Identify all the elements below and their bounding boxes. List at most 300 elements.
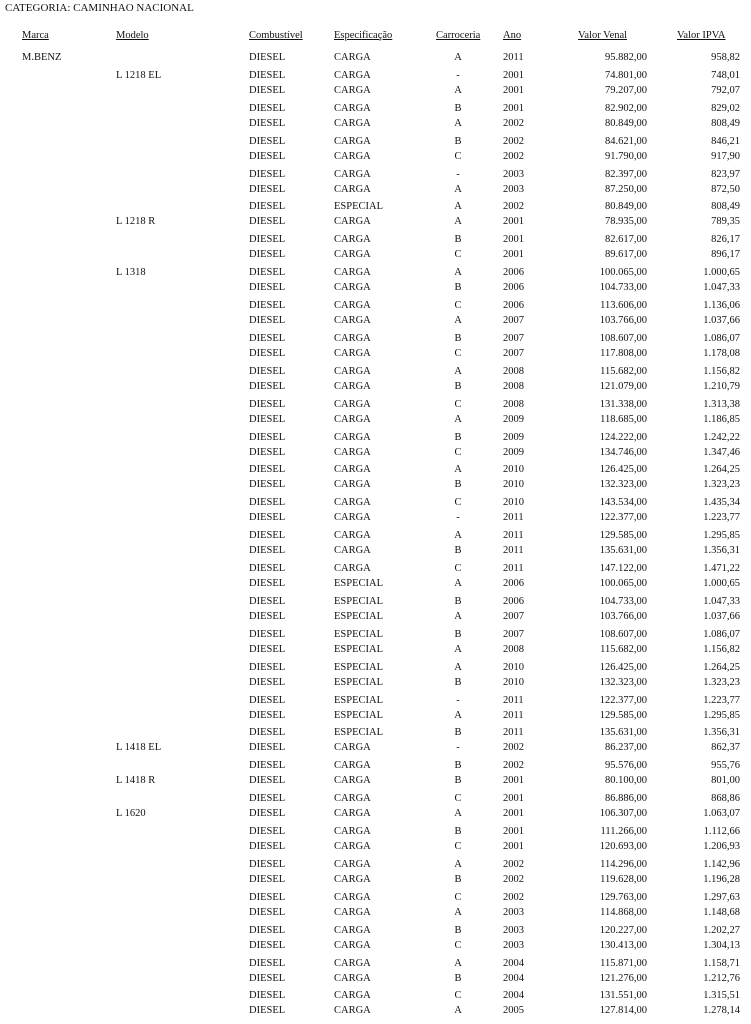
- cell-ano: 2006: [503, 595, 524, 607]
- cell-carroceria: -: [456, 512, 460, 524]
- cell-especificacao: CARGA: [334, 117, 371, 129]
- cell-ano: 2003: [503, 924, 524, 936]
- cell-ano: 2006: [503, 578, 524, 589]
- column-header-carroceria: Carroceria: [436, 30, 481, 41]
- cell-ano: 2001: [503, 775, 524, 787]
- cell-valor-venal: 82.902,00: [605, 102, 647, 114]
- cell-ano: 2010: [503, 464, 524, 476]
- cell-ano: 2011: [503, 512, 524, 524]
- table-row: [0, 149, 751, 165]
- cell-especificacao: CARGA: [334, 216, 371, 228]
- cell-ano: 2002: [503, 760, 524, 772]
- cell-valor-venal: 95.882,00: [605, 52, 647, 63]
- cell-carroceria: -: [456, 69, 460, 81]
- cell-valor-venal: 132.323,00: [599, 479, 647, 491]
- cell-especificacao: CARGA: [334, 545, 371, 557]
- cell-valor-venal: 119.628,00: [600, 873, 647, 885]
- cell-combustivel: DIESEL: [249, 628, 286, 640]
- cell-modelo: L 1418 R: [116, 775, 156, 787]
- cell-combustivel: DIESEL: [249, 69, 286, 81]
- cell-combustivel: DIESEL: [249, 578, 286, 589]
- cell-combustivel: DIESEL: [249, 694, 286, 706]
- cell-ano: 2011: [503, 694, 524, 706]
- cell-combustivel: DIESEL: [249, 563, 286, 575]
- cell-ano: 2001: [503, 808, 524, 820]
- cell-ano: 2001: [503, 216, 524, 228]
- cell-combustivel: DIESEL: [249, 924, 286, 936]
- cell-especificacao: CARGA: [334, 183, 371, 195]
- cell-especificacao: CARGA: [334, 464, 371, 476]
- column-header-valor-venal: Valor Venal: [578, 30, 628, 41]
- cell-carroceria: A: [454, 610, 462, 622]
- cell-valor-ipva: 1.156,82: [703, 365, 740, 377]
- cell-ano: 2009: [503, 446, 524, 458]
- cell-especificacao: CARGA: [334, 873, 371, 885]
- table-row: [0, 921, 751, 937]
- cell-carroceria: C: [454, 249, 462, 261]
- cell-carroceria: C: [454, 990, 462, 1002]
- table-row: [0, 708, 751, 724]
- cell-valor-ipva: 1.156,82: [703, 643, 740, 655]
- cell-especificacao: CARGA: [334, 742, 371, 754]
- table-row: [0, 99, 751, 115]
- cell-valor-venal: 117.808,00: [600, 347, 647, 359]
- cell-valor-ipva: 1.356,31: [703, 727, 740, 739]
- cell-combustivel: DIESEL: [249, 413, 286, 425]
- cell-carroceria: B: [454, 760, 462, 772]
- cell-especificacao: ESPECIAL: [334, 643, 384, 655]
- cell-valor-venal: 78.935,00: [605, 216, 647, 228]
- cell-valor-venal: 121.276,00: [599, 972, 647, 984]
- cell-combustivel: DIESEL: [249, 939, 286, 951]
- cell-carroceria: A: [454, 464, 462, 476]
- cell-valor-venal: 126.425,00: [599, 464, 647, 476]
- cell-carroceria: C: [454, 793, 462, 805]
- cell-combustivel: DIESEL: [249, 858, 286, 870]
- cell-carroceria: C: [454, 891, 462, 903]
- cell-ano: 2006: [503, 300, 524, 312]
- cell-ano: 2010: [503, 497, 524, 509]
- table-row: [0, 658, 751, 674]
- cell-combustivel: DIESEL: [249, 234, 286, 246]
- cell-especificacao: CARGA: [334, 924, 371, 936]
- cell-especificacao: ESPECIAL: [334, 661, 384, 673]
- cell-carroceria: B: [454, 282, 462, 294]
- cell-valor-venal: 115.682,00: [600, 365, 647, 377]
- cell-carroceria: B: [454, 545, 462, 557]
- cell-valor-ipva: 1.178,08: [703, 347, 740, 359]
- cell-especificacao: CARGA: [334, 497, 371, 509]
- cell-carroceria: A: [454, 315, 462, 326]
- table-row: [0, 625, 751, 641]
- cell-combustivel: DIESEL: [249, 610, 286, 622]
- table-row: [0, 823, 751, 839]
- table-row: [0, 198, 751, 214]
- cell-ano: 2005: [503, 1005, 524, 1017]
- cell-combustivel: DIESEL: [249, 201, 286, 213]
- cell-combustivel: DIESEL: [249, 709, 286, 721]
- table-row: [0, 346, 751, 362]
- cell-carroceria: C: [454, 939, 462, 951]
- cell-ano: 2008: [503, 643, 524, 655]
- table-row: [0, 494, 751, 510]
- cell-combustivel: DIESEL: [249, 315, 286, 326]
- cell-combustivel: DIESEL: [249, 826, 286, 838]
- cell-carroceria: A: [454, 84, 462, 96]
- cell-combustivel: DIESEL: [249, 267, 286, 279]
- cell-combustivel: DIESEL: [249, 873, 286, 885]
- cell-ano: 2002: [503, 201, 524, 213]
- cell-ano: 2008: [503, 398, 524, 410]
- cell-especificacao: CARGA: [334, 760, 371, 772]
- cell-valor-ipva: 1.196,28: [703, 873, 740, 885]
- column-header-combustivel: Combustível: [249, 30, 303, 41]
- table-row: [0, 182, 751, 198]
- cell-valor-venal: 131.551,00: [599, 990, 647, 1002]
- cell-valor-ipva: 808,49: [711, 201, 740, 213]
- cell-combustivel: DIESEL: [249, 742, 286, 754]
- cell-combustivel: DIESEL: [249, 760, 286, 772]
- cell-modelo: L 1218 EL: [116, 69, 162, 81]
- table-row: [0, 642, 751, 658]
- cell-especificacao: CARGA: [334, 512, 371, 524]
- cell-combustivel: DIESEL: [249, 957, 286, 969]
- cell-ano: 2002: [503, 873, 524, 885]
- cell-valor-venal: 104.733,00: [599, 282, 647, 294]
- cell-especificacao: CARGA: [334, 282, 371, 294]
- cell-combustivel: DIESEL: [249, 727, 286, 739]
- cell-valor-venal: 80.849,00: [605, 201, 647, 213]
- cell-valor-ipva: 1.435,34: [703, 497, 740, 509]
- cell-carroceria: A: [454, 578, 462, 589]
- cell-valor-ipva: 1.206,93: [703, 841, 740, 852]
- cell-ano: 2008: [503, 365, 524, 377]
- cell-ano: 2003: [503, 939, 524, 951]
- column-header-marca: Marca: [22, 30, 49, 41]
- cell-ano: 2001: [503, 102, 524, 114]
- cell-carroceria: A: [454, 1005, 462, 1017]
- cell-valor-ipva: 1.037,66: [703, 315, 740, 326]
- cell-especificacao: CARGA: [334, 52, 371, 63]
- cell-especificacao: ESPECIAL: [334, 727, 384, 739]
- cell-combustivel: DIESEL: [249, 332, 286, 344]
- cell-valor-venal: 86.886,00: [605, 793, 647, 805]
- cell-carroceria: B: [454, 431, 462, 443]
- cell-ano: 2008: [503, 380, 524, 392]
- cell-valor-ipva: 1.278,14: [703, 1005, 740, 1017]
- cell-valor-venal: 86.237,00: [605, 742, 647, 754]
- cell-valor-ipva: 1.112,66: [703, 826, 740, 838]
- table-row: [0, 264, 751, 280]
- cell-especificacao: CARGA: [334, 957, 371, 969]
- cell-valor-venal: 95.576,00: [605, 760, 647, 772]
- cell-valor-ipva: 1.063,07: [703, 808, 740, 820]
- cell-valor-ipva: 1.323,23: [703, 676, 740, 688]
- cell-combustivel: DIESEL: [249, 775, 286, 787]
- cell-valor-ipva: 826,17: [711, 234, 740, 246]
- column-header-especificacao: Especificação: [334, 30, 393, 41]
- cell-carroceria: C: [454, 398, 462, 410]
- cell-ano: 2010: [503, 479, 524, 491]
- cell-valor-ipva: 1.212,76: [703, 972, 740, 984]
- cell-ano: 2010: [503, 676, 524, 688]
- cell-valor-ipva: 1.295,85: [703, 709, 740, 721]
- cell-combustivel: DIESEL: [249, 497, 286, 509]
- cell-ano: 2011: [503, 563, 524, 575]
- cell-combustivel: DIESEL: [249, 398, 286, 410]
- cell-valor-venal: 129.585,00: [599, 530, 647, 542]
- cell-especificacao: CARGA: [334, 990, 371, 1002]
- cell-valor-ipva: 801,00: [711, 775, 740, 787]
- cell-valor-ipva: 1.295,85: [703, 530, 740, 542]
- table-row: [0, 379, 751, 395]
- cell-valor-ipva: 1.242,22: [703, 431, 740, 443]
- cell-ano: 2003: [503, 906, 524, 918]
- cell-especificacao: ESPECIAL: [334, 694, 384, 706]
- cell-ano: 2001: [503, 69, 524, 81]
- cell-combustivel: DIESEL: [249, 347, 286, 359]
- cell-especificacao: CARGA: [334, 939, 371, 951]
- cell-carroceria: C: [454, 300, 462, 312]
- cell-valor-venal: 129.585,00: [599, 709, 647, 721]
- cell-valor-ipva: 1.347,46: [703, 446, 740, 458]
- cell-valor-venal: 122.377,00: [599, 694, 647, 706]
- cell-especificacao: CARGA: [334, 267, 371, 279]
- cell-combustivel: DIESEL: [249, 52, 286, 63]
- cell-valor-venal: 100.065,00: [599, 267, 647, 279]
- cell-combustivel: DIESEL: [249, 135, 286, 147]
- cell-valor-ipva: 1.186,85: [703, 413, 740, 425]
- table-row: [0, 543, 751, 559]
- cell-ano: 2007: [503, 315, 524, 326]
- cell-valor-ipva: 1.047,33: [703, 282, 740, 294]
- cell-especificacao: CARGA: [334, 775, 371, 787]
- cell-carroceria: A: [454, 267, 462, 279]
- cell-especificacao: ESPECIAL: [334, 595, 384, 607]
- table-row: [0, 83, 751, 99]
- cell-valor-venal: 114.296,00: [600, 858, 647, 870]
- table-row: [0, 576, 751, 592]
- table-row: [0, 313, 751, 329]
- cell-especificacao: CARGA: [334, 841, 371, 852]
- cell-valor-ipva: 1.223,77: [703, 694, 740, 706]
- cell-valor-ipva: 1.264,25: [703, 464, 740, 476]
- cell-combustivel: DIESEL: [249, 249, 286, 261]
- cell-valor-venal: 114.868,00: [600, 906, 647, 918]
- cell-combustivel: DIESEL: [249, 808, 286, 820]
- cell-carroceria: -: [456, 694, 460, 706]
- cell-valor-ipva: 1.304,13: [703, 939, 740, 951]
- cell-valor-venal: 131.338,00: [599, 398, 647, 410]
- cell-carroceria: A: [454, 661, 462, 673]
- cell-combustivel: DIESEL: [249, 150, 286, 162]
- cell-combustivel: DIESEL: [249, 972, 286, 984]
- cell-especificacao: CARGA: [334, 332, 371, 344]
- cell-valor-venal: 132.323,00: [599, 676, 647, 688]
- cell-valor-ipva: 958,82: [711, 52, 740, 63]
- cell-valor-venal: 147.122,00: [599, 563, 647, 575]
- cell-especificacao: CARGA: [334, 972, 371, 984]
- table-row: [0, 165, 751, 181]
- cell-ano: 2002: [503, 742, 524, 754]
- table-row: [0, 592, 751, 608]
- cell-combustivel: DIESEL: [249, 891, 286, 903]
- cell-especificacao: CARGA: [334, 808, 371, 820]
- table-row: [0, 214, 751, 230]
- cell-carroceria: C: [454, 497, 462, 509]
- cell-modelo: L 1218 R: [116, 216, 156, 228]
- cell-ano: 2009: [503, 413, 524, 425]
- cell-modelo: L 1318: [116, 267, 146, 279]
- cell-especificacao: CARGA: [334, 249, 371, 261]
- table-row: [0, 954, 751, 970]
- cell-ano: 2007: [503, 347, 524, 359]
- cell-especificacao: CARGA: [334, 413, 371, 425]
- cell-combustivel: DIESEL: [249, 906, 286, 918]
- cell-valor-venal: 106.307,00: [599, 808, 647, 820]
- table-row: [0, 66, 751, 82]
- cell-carroceria: A: [454, 413, 462, 425]
- cell-carroceria: B: [454, 924, 462, 936]
- cell-especificacao: CARGA: [334, 446, 371, 458]
- cell-carroceria: A: [454, 183, 462, 195]
- cell-carroceria: B: [454, 727, 462, 739]
- cell-valor-ipva: 1.315,51: [703, 990, 740, 1002]
- table-row: [0, 675, 751, 691]
- cell-especificacao: CARGA: [334, 84, 371, 96]
- cell-ano: 2002: [503, 858, 524, 870]
- table-row: [0, 691, 751, 707]
- cell-carroceria: A: [454, 201, 462, 213]
- cell-valor-venal: 89.617,00: [605, 249, 647, 261]
- cell-carroceria: B: [454, 332, 462, 344]
- cell-valor-venal: 134.746,00: [599, 446, 647, 458]
- cell-ano: 2007: [503, 332, 524, 344]
- cell-ano: 2001: [503, 793, 524, 805]
- table-row: [0, 987, 751, 1003]
- cell-valor-ipva: 1.202,27: [703, 924, 740, 936]
- cell-combustivel: DIESEL: [249, 512, 286, 524]
- cell-ano: 2001: [503, 826, 524, 838]
- cell-combustivel: DIESEL: [249, 464, 286, 476]
- table-body: [0, 50, 751, 1020]
- cell-valor-ipva: 1.356,31: [703, 545, 740, 557]
- table-row: [0, 888, 751, 904]
- cell-combustivel: DIESEL: [249, 793, 286, 805]
- table-row: [0, 971, 751, 987]
- cell-valor-venal: 84.621,00: [605, 135, 647, 147]
- cell-valor-ipva: 1.000,65: [703, 267, 740, 279]
- cell-valor-ipva: 1.264,25: [703, 661, 740, 673]
- table-row: [0, 461, 751, 477]
- cell-valor-ipva: 789,35: [711, 216, 740, 228]
- cell-ano: 2011: [503, 709, 524, 721]
- cell-valor-venal: 103.766,00: [599, 610, 647, 622]
- column-header-ano: Ano: [503, 30, 522, 41]
- cell-especificacao: ESPECIAL: [334, 201, 384, 213]
- cell-valor-venal: 124.222,00: [599, 431, 647, 443]
- cell-ano: 2011: [503, 545, 524, 557]
- cell-combustivel: DIESEL: [249, 643, 286, 655]
- table-row: [0, 855, 751, 871]
- cell-valor-ipva: 1.086,07: [703, 332, 740, 344]
- cell-valor-venal: 115.871,00: [600, 957, 647, 969]
- cell-ano: 2006: [503, 267, 524, 279]
- cell-especificacao: ESPECIAL: [334, 709, 384, 721]
- cell-carroceria: B: [454, 135, 462, 147]
- cell-combustivel: DIESEL: [249, 990, 286, 1002]
- cell-valor-ipva: 1.158,71: [703, 957, 740, 969]
- cell-combustivel: DIESEL: [249, 216, 286, 228]
- cell-carroceria: B: [454, 234, 462, 246]
- cell-especificacao: CARGA: [334, 479, 371, 491]
- cell-ano: 2002: [503, 891, 524, 903]
- cell-valor-ipva: 1.313,38: [703, 398, 740, 410]
- table-row: [0, 806, 751, 822]
- table-row: [0, 231, 751, 247]
- cell-ano: 2011: [503, 52, 524, 63]
- cell-combustivel: DIESEL: [249, 545, 286, 557]
- cell-combustivel: DIESEL: [249, 1005, 286, 1017]
- table-row: [0, 297, 751, 313]
- cell-especificacao: CARGA: [334, 69, 371, 81]
- table-row: [0, 445, 751, 461]
- table-row: [0, 132, 751, 148]
- cell-especificacao: CARGA: [334, 315, 371, 326]
- cell-valor-venal: 126.425,00: [599, 661, 647, 673]
- cell-ano: 2007: [503, 610, 524, 622]
- cell-especificacao: CARGA: [334, 398, 371, 410]
- cell-ano: 2011: [503, 530, 524, 542]
- cell-valor-ipva: 868,86: [711, 793, 740, 805]
- table-row: [0, 428, 751, 444]
- cell-especificacao: CARGA: [334, 891, 371, 903]
- cell-valor-venal: 122.377,00: [599, 512, 647, 524]
- cell-carroceria: B: [454, 628, 462, 640]
- cell-valor-ipva: 1.471,22: [703, 563, 740, 575]
- cell-especificacao: CARGA: [334, 380, 371, 392]
- cell-valor-ipva: 862,37: [711, 742, 740, 754]
- cell-especificacao: CARGA: [334, 135, 371, 147]
- table-row: [0, 510, 751, 526]
- cell-valor-ipva: 1.210,79: [703, 380, 740, 392]
- cell-carroceria: B: [454, 775, 462, 787]
- cell-carroceria: A: [454, 709, 462, 721]
- cell-ano: 2003: [503, 168, 524, 180]
- cell-especificacao: CARGA: [334, 168, 371, 180]
- cell-valor-venal: 143.534,00: [599, 497, 647, 509]
- cell-valor-venal: 80.100,00: [605, 775, 647, 787]
- cell-combustivel: DIESEL: [249, 300, 286, 312]
- cell-valor-venal: 120.227,00: [599, 924, 647, 936]
- cell-valor-venal: 79.207,00: [605, 84, 647, 96]
- cell-valor-venal: 127.814,00: [599, 1005, 647, 1017]
- cell-combustivel: DIESEL: [249, 431, 286, 443]
- cell-valor-venal: 82.617,00: [605, 234, 647, 246]
- cell-combustivel: DIESEL: [249, 168, 286, 180]
- cell-especificacao: CARGA: [334, 530, 371, 542]
- cell-combustivel: DIESEL: [249, 595, 286, 607]
- cell-valor-venal: 82.397,00: [605, 168, 647, 180]
- cell-carroceria: A: [454, 216, 462, 228]
- cell-valor-ipva: 1.148,68: [703, 906, 740, 918]
- cell-carroceria: B: [454, 972, 462, 984]
- cell-valor-venal: 113.606,00: [600, 300, 647, 312]
- cell-valor-ipva: 829,02: [711, 102, 740, 114]
- table-row: [0, 905, 751, 921]
- table-row: [0, 116, 751, 132]
- table-row: [0, 527, 751, 543]
